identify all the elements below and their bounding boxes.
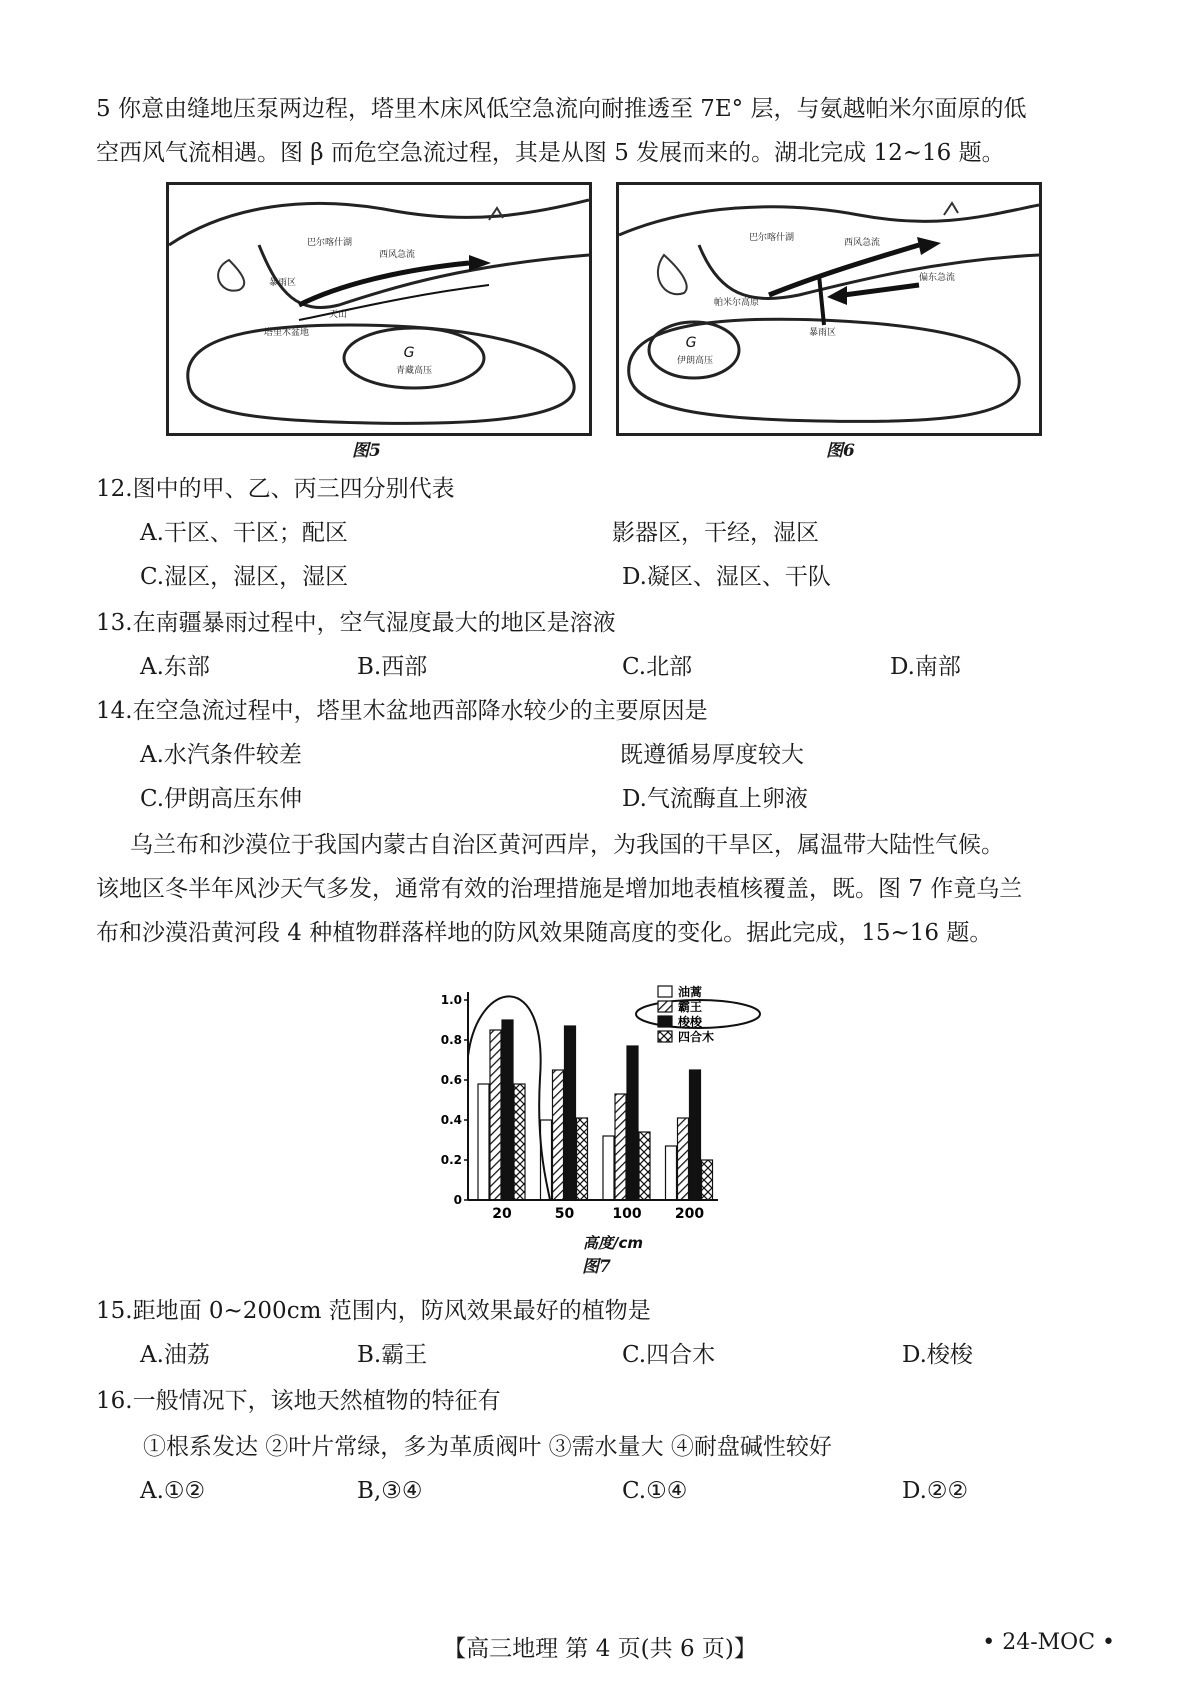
bar-梭梭-50 [565,1026,576,1200]
q15-option-b: B.霸王 [357,1342,428,1368]
legend-swatch-梭梭 [658,1016,672,1027]
q12-option-c: C.湿区，湿区，湿区 [140,564,349,590]
bar-霸王-20 [490,1030,501,1200]
q16-stem: 16.一般情况下，该地天然植物的特征有 [96,1388,501,1414]
fig6-center-label: G [685,335,697,351]
figure-6-svg [619,185,1039,433]
bar-四合木-50 [577,1118,588,1200]
y-tick-label: 0.8 [440,1033,462,1047]
legend-label-油蒿: 油蒿 [678,985,703,999]
fig5-center-sub: 青藏高压 [395,366,433,376]
q16-option-b: B,③④ [357,1478,423,1504]
bar-梭梭-20 [502,1020,513,1200]
intro-line-2: 空西风气流相遇。图 β 而危空急流过程，其是从图 5 发展而来的。湖北完成 12~16 题。 [96,140,1005,166]
y-tick-label: 0.6 [440,1073,462,1087]
fig6-label-2: 暴雨区 [809,328,837,338]
x-tick-label: 50 [554,1206,575,1222]
q14-option-d: D.气流酶直上卵液 [622,786,808,812]
q15-option-d: D.梭梭 [902,1342,973,1368]
y-tick-label: 0 [453,1193,462,1207]
bar-油蒿-100 [603,1136,614,1200]
legend-swatch-油蒿 [658,986,672,997]
y-tick-label: 1.0 [440,993,462,1007]
q12-option-a: A.干区、干区；配区 [140,520,348,546]
fig6-label-3: 偏东急流 [919,273,956,283]
q15-stem: 15.距地面 0~200cm 范围内，防风效果最好的植物是 [96,1298,651,1324]
q16-option-a: A.①② [140,1478,206,1504]
bar-霸王-100 [615,1094,626,1200]
q16-option-d: D.②② [902,1478,969,1504]
fig5-label-2: 暴雨区 [269,278,297,288]
x-tick-label: 20 [492,1206,512,1222]
bar-梭梭-100 [627,1046,638,1200]
fig5-label-0: 巴尔喀什湖 [307,238,353,248]
x-tick-label: 100 [612,1206,642,1222]
y-tick-label: 0.2 [440,1153,462,1167]
figure-5-svg [169,185,589,433]
fig5-center-label: G [403,345,415,361]
q14-option-b: 既遵循易厚度较大 [620,742,804,768]
fig5-label-1: 西风急流 [379,250,416,260]
figure-7-chart [428,968,828,1268]
legend-swatch-霸王 [658,1001,672,1012]
fig6-label-1: 西风急流 [844,238,881,248]
q13-option-b: B.西部 [357,654,428,680]
intro-line-1: 5 你意由缝地压泵两边程，塔里木床风低空急流向耐推透至 7E° 层，与氨越帕米尔面原的低 [96,96,1027,122]
bar-霸王-50 [553,1070,564,1200]
figure-6-caption: 图6 [826,441,855,461]
q13-stem: 13.在南疆暴雨过程中，空气湿度最大的地区是溶液 [96,610,616,636]
legend-label-梭梭: 梭梭 [678,1015,703,1029]
q16-option-c: C.①④ [622,1478,688,1504]
figure-5-caption: 图5 [352,441,381,461]
fig6-label-4: 帕米尔高原 [714,298,760,308]
fig6-center-sub: 伊朗高压 [676,356,714,366]
q14-option-c: C.伊朗高压东伸 [140,786,303,812]
x-tick-label: 200 [674,1206,705,1222]
bar-四合木-100 [639,1132,650,1200]
bar-霸王-200 [678,1118,689,1200]
q13-option-d: D.南部 [890,654,961,680]
page-footer: 【高三地理 第 4 页(共 6 页)】 [443,1636,757,1662]
legend-swatch-四合木 [658,1031,672,1042]
q13-option-a: A.东部 [140,654,210,680]
q12-option-d: D.凝区、湿区、干队 [622,564,831,590]
q16-items: ①根系发达 ②叶片常绿，多为革质阀叶 ③需水量大 ④耐盘碱性较好 [143,1434,832,1460]
bar-油蒿-200 [666,1146,677,1200]
figure-5-map [166,182,592,436]
bar-油蒿-20 [478,1084,489,1200]
figure-7-caption: 图7 [582,1257,611,1277]
para2-line-2: 该地区冬半年风沙天气多发，通常有效的治理措施是增加地表植核覆盖，既。图 7 作竟乌兰 [96,876,1023,902]
figure-6-map [616,182,1042,436]
exam-code: • 24-MOC • [982,1630,1115,1655]
bar-四合木-200 [702,1160,713,1200]
q12-option-b: 影器区，干经，湿区 [612,520,819,546]
q14-stem: 14.在空急流过程中，塔里木盆地西部降水较少的主要原因是 [96,698,708,724]
chart-x-axis-label: 高度/cm [583,1234,644,1252]
para2-line-3: 布和沙漠沿黄河段 4 种植物群落样地的防风效果随高度的变化。据此完成，15~16 题。 [96,920,993,946]
fig6-label-0: 巴尔喀什湖 [749,233,795,243]
fig5-label-3: 天山 [329,310,348,320]
fig5-label-4: 塔里木盆地 [264,328,310,338]
bar-梭梭-200 [690,1070,701,1200]
legend-label-四合木: 四合木 [678,1030,715,1044]
q15-option-c: C.四合木 [622,1342,716,1368]
bar-四合木-20 [514,1084,525,1200]
q15-option-a: A.油荔 [140,1342,210,1368]
q12-stem: 12.图中的甲、乙、丙三四分别代表 [96,476,455,502]
y-tick-label: 0.4 [440,1113,462,1127]
q13-option-c: C.北部 [622,654,693,680]
legend-label-霸王: 霸王 [678,1000,703,1014]
q14-option-a: A.水汽条件较差 [140,742,302,768]
para2-line-1: 乌兰布和沙漠位于我国内蒙古自治区黄河西岸，为我国的干旱区，属温带大陆性气候。 [130,832,1004,858]
